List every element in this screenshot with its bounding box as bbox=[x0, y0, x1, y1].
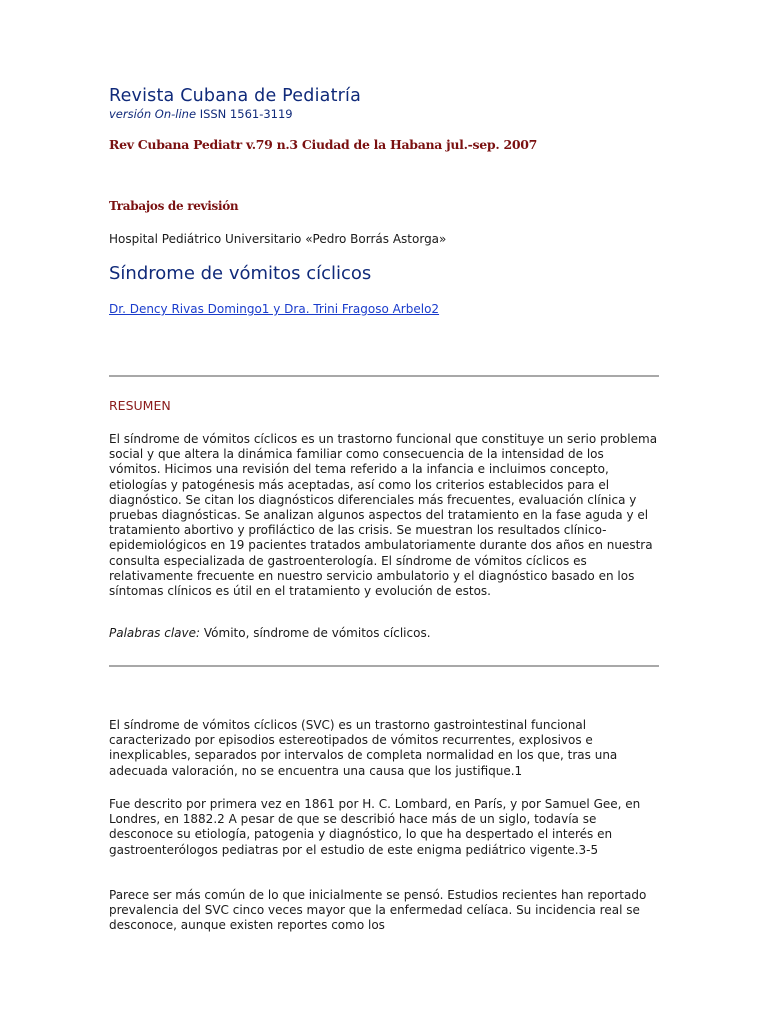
issn: ISSN 1561-3119 bbox=[199, 107, 293, 121]
version-label: versión On-line bbox=[109, 107, 197, 121]
body-paragraph: Parece ser más común de lo que inicialmente se pensó. Estudios recientes han reportado prevalencia del SVC cinco veces mayor que la enfermedad celíaca. Su incidencia real se desconoce, aunque existen reportes como los bbox=[109, 888, 647, 933]
journal-title: Revista Cubana de Pediatría bbox=[109, 86, 362, 106]
abstract-heading: RESUMEN bbox=[109, 398, 171, 413]
abstract-text: El síndrome de vómitos cíclicos es un trastorno funcional que constituye un serio problema social y que altera la dinámica familiar como consecuencia de la intensidad de los vómitos. Hicimos una revisión del tema referido a la infancia e incluimos concepto, etiologías y patogénesis más aceptadas, así como los criterios establecidos para el diagnóstico. Se citan los diagnósticos diferenciales más frecuentes, evaluación clínica y pruebas diagnósticas. Se analizan algunos aspectos del tratamiento en la fase aguda y el tratamiento abortivo y profiláctico de las crisis. Se muestran los resultados clínico-epidemiológicos en 19 pacientes tratados ambulatoriamente durante dos años en nuestra consulta especializada de gastroenterología. El síndrome de vómitos cíclicos es relativamente frecuente en nuestro servicio ambulatorio y el diagnóstico basado en los síntomas clínicos es útil en el tratamiento y evolución de estos. bbox=[109, 432, 658, 599]
article-title: Síndrome de vómitos cíclicos bbox=[109, 263, 372, 284]
section-type: Trabajos de revisión bbox=[109, 199, 239, 213]
keywords-line bbox=[109, 626, 431, 640]
divider bbox=[109, 375, 659, 377]
journal-citation: Rev Cubana Pediatr v.79 n.3 Ciudad de la Habana jul.-sep. 2007 bbox=[109, 137, 538, 152]
version-line bbox=[109, 107, 293, 121]
keywords-label: Palabras clave: bbox=[109, 626, 201, 640]
institution: Hospital Pediátrico Universitario «Pedro Borrás Astorga» bbox=[109, 232, 447, 246]
divider bbox=[109, 665, 659, 667]
body-paragraph: Fue descrito por primera vez en 1861 por H. C. Lombard, en París, y por Samuel Gee, en Londres, en 1882.2 A pesar de que se describió hace más de un siglo, todavía se desconoce su etiología, patogenia y diagnóstico, lo que ha despertado el interés en gastroenterólogos pediatras por el estudio de este enigma pediátrico vigente.3-5 bbox=[109, 797, 641, 857]
authors-link[interactable]: Dr. Dency Rivas Domingo1 y Dra. Trini Fragoso Arbelo2 bbox=[109, 302, 440, 316]
keywords: Vómito, síndrome de vómitos cíclicos. bbox=[203, 626, 431, 640]
body-paragraph: El síndrome de vómitos cíclicos (SVC) es un trastorno gastrointestinal funcional caracterizado por episodios estereotipados de vómitos recurrentes, explosivos e inexplicables, separados por intervalos de completa normalidad en los que, tras una adecuada valoración, no se encuentra una causa que los justifique.1 bbox=[109, 718, 618, 778]
